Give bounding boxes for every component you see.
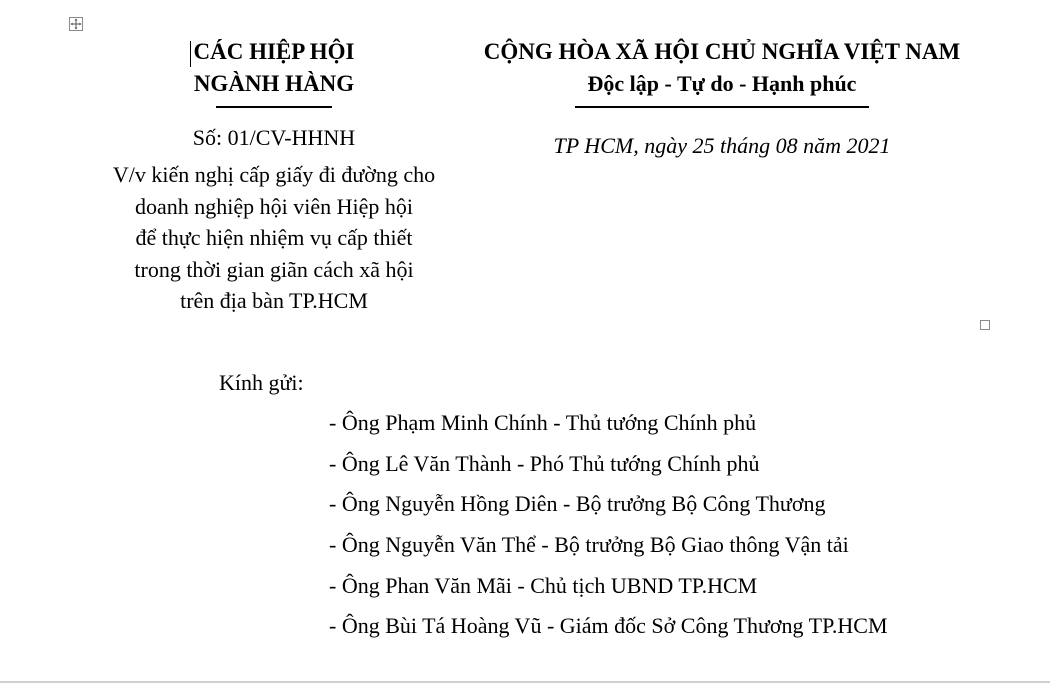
- motto-underline: [575, 106, 869, 108]
- header-left-cell[interactable]: [88, 36, 460, 317]
- text-cursor: [190, 41, 191, 67]
- recipient-item: - Ông Nguyễn Hồng Diên - Bộ trưởng Bộ Công Thương: [329, 491, 826, 517]
- table-move-icon[interactable]: [69, 17, 83, 31]
- greeting: Kính gửi:: [219, 370, 304, 395]
- subject-line: để thực hiện nhiệm vụ cấp thiết: [135, 225, 413, 250]
- recipient-item: - Ông Lê Văn Thành - Phó Thủ tướng Chính phủ: [329, 450, 760, 476]
- recipient-list: [329, 408, 888, 652]
- subject-line: trên địa bàn TP.HCM: [180, 288, 368, 313]
- organization-name: [88, 36, 460, 100]
- place-and-date: TP HCM, ngày 25 tháng 08 năm 2021: [553, 133, 891, 158]
- table-resize-icon[interactable]: [980, 320, 990, 330]
- national-motto: Độc lập - Tự do - Hạnh phúc: [587, 71, 857, 96]
- subject-block: [88, 159, 460, 317]
- organization-name-line-2: NGÀNH HÀNG: [193, 71, 355, 96]
- recipient-item: - Ông Bùi Tá Hoàng Vũ - Giám đốc Sở Công Thương TP.HCM: [329, 613, 888, 639]
- subject-line: trong thời gian giãn cách xã hội: [134, 256, 414, 282]
- header-right-cell[interactable]: [462, 36, 982, 161]
- recipient-item: - Ông Nguyễn Văn Thể - Bộ trưởng Bộ Giao thông Vận tải: [329, 532, 849, 558]
- nation-title: CỘNG HÒA XÃ HỘI CHỦ NGHĨA VIỆT NAM: [483, 39, 961, 64]
- subject-line: doanh nghiệp hội viên Hiệp hội: [134, 193, 413, 219]
- document-number: Số: 01/CV-HHNH: [192, 125, 356, 150]
- recipient-item: - Ông Phạm Minh Chính - Thủ tướng Chính phủ: [329, 410, 757, 435]
- organization-underline: [216, 106, 332, 108]
- recipient-item: - Ông Phan Văn Mãi - Chủ tịch UBND TP.HCM: [329, 572, 758, 598]
- organization-name-line-1: CÁC HIỆP HỘI: [193, 39, 355, 64]
- subject-line: V/v kiến nghị cấp giấy đi đường cho: [112, 162, 436, 187]
